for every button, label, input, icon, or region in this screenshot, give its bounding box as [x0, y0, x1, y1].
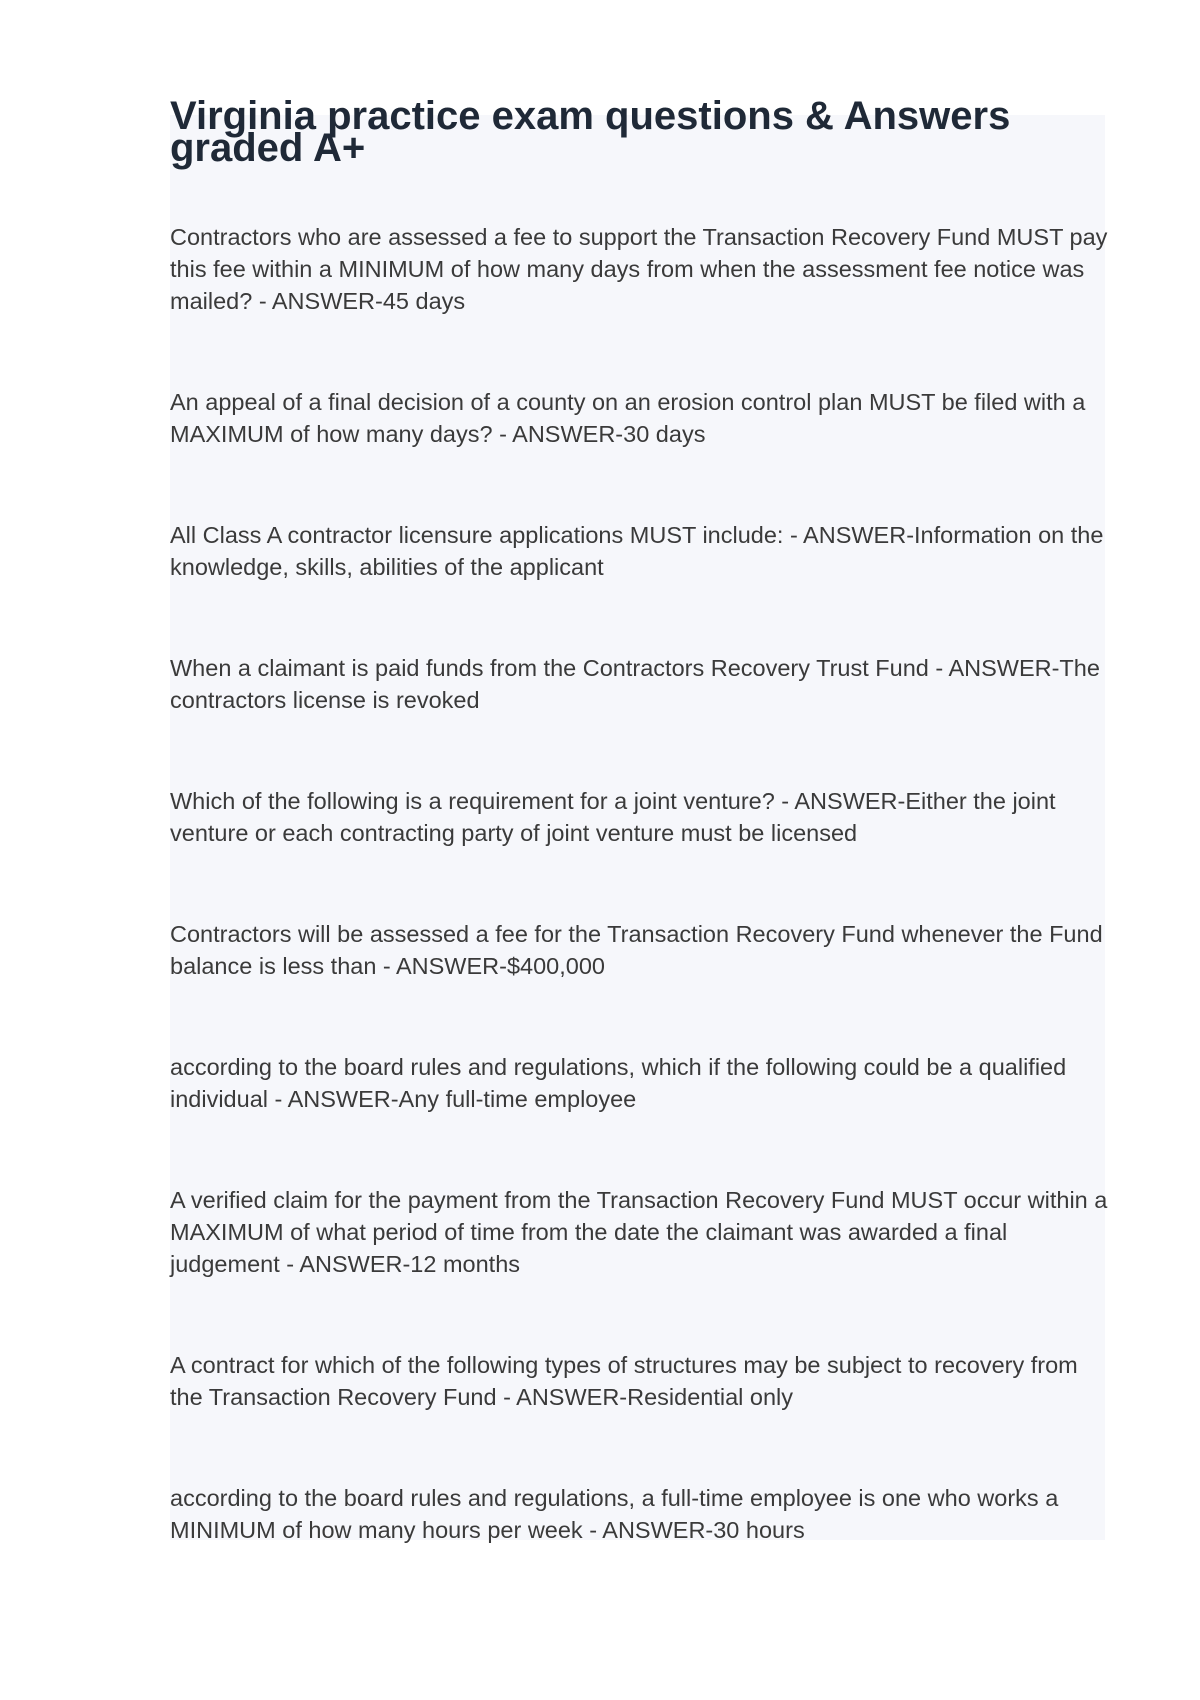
qa-item-1: Contractors who are assessed a fee to support the Transaction Recovery Fund MUST pay this fee within a MINIMUM of how many days from when the assessment fee notice was mailed? - ANSWER-45 days — [170, 224, 1108, 314]
qa-item-8: A verified claim for the payment from the Transaction Recovery Fund MUST occur within a MAXIMUM of what period of time from the date the claimant was awarded a final judgement - ANSWER-12 months — [170, 1187, 1108, 1277]
qa-item-10: according to the board rules and regulations, a full-time employee is one who works a MINIMUM of how many hours per week - ANSWER-30 hours — [170, 1485, 1059, 1543]
qa-item-9: A contract for which of the following types of structures may be subject to recovery from the Transaction Recovery Fund - ANSWER-Residential only — [170, 1352, 1078, 1410]
qa-item-6: Contractors will be assessed a fee for the Transaction Recovery Fund whenever the Fund balance is less than - ANSWER-$400,000 — [170, 921, 1103, 979]
qa-item-4: When a claimant is paid funds from the Contractors Recovery Trust Fund - ANSWER-The contractors license is revoked — [170, 655, 1100, 713]
question-answer-list — [170, 221, 1110, 1546]
document-title: Virginia practice exam questions & Answers graded A+ — [170, 94, 1011, 170]
qa-item-5: Which of the following is a requirement for a joint venture? - ANSWER-Either the joint venture or each contracting party of joint venture must be licensed — [170, 788, 1056, 846]
qa-item-3: All Class A contractor licensure applications MUST include: - ANSWER-Information on the knowledge, skills, abilities of the applicant — [170, 522, 1104, 580]
qa-item-7: according to the board rules and regulations, which if the following could be a qualified individual - ANSWER-Any full-time employee — [170, 1054, 1067, 1112]
qa-item-2: An appeal of a final decision of a county on an erosion control plan MUST be filed with a MAXIMUM of how many days? - ANSWER-30 days — [170, 389, 1086, 447]
